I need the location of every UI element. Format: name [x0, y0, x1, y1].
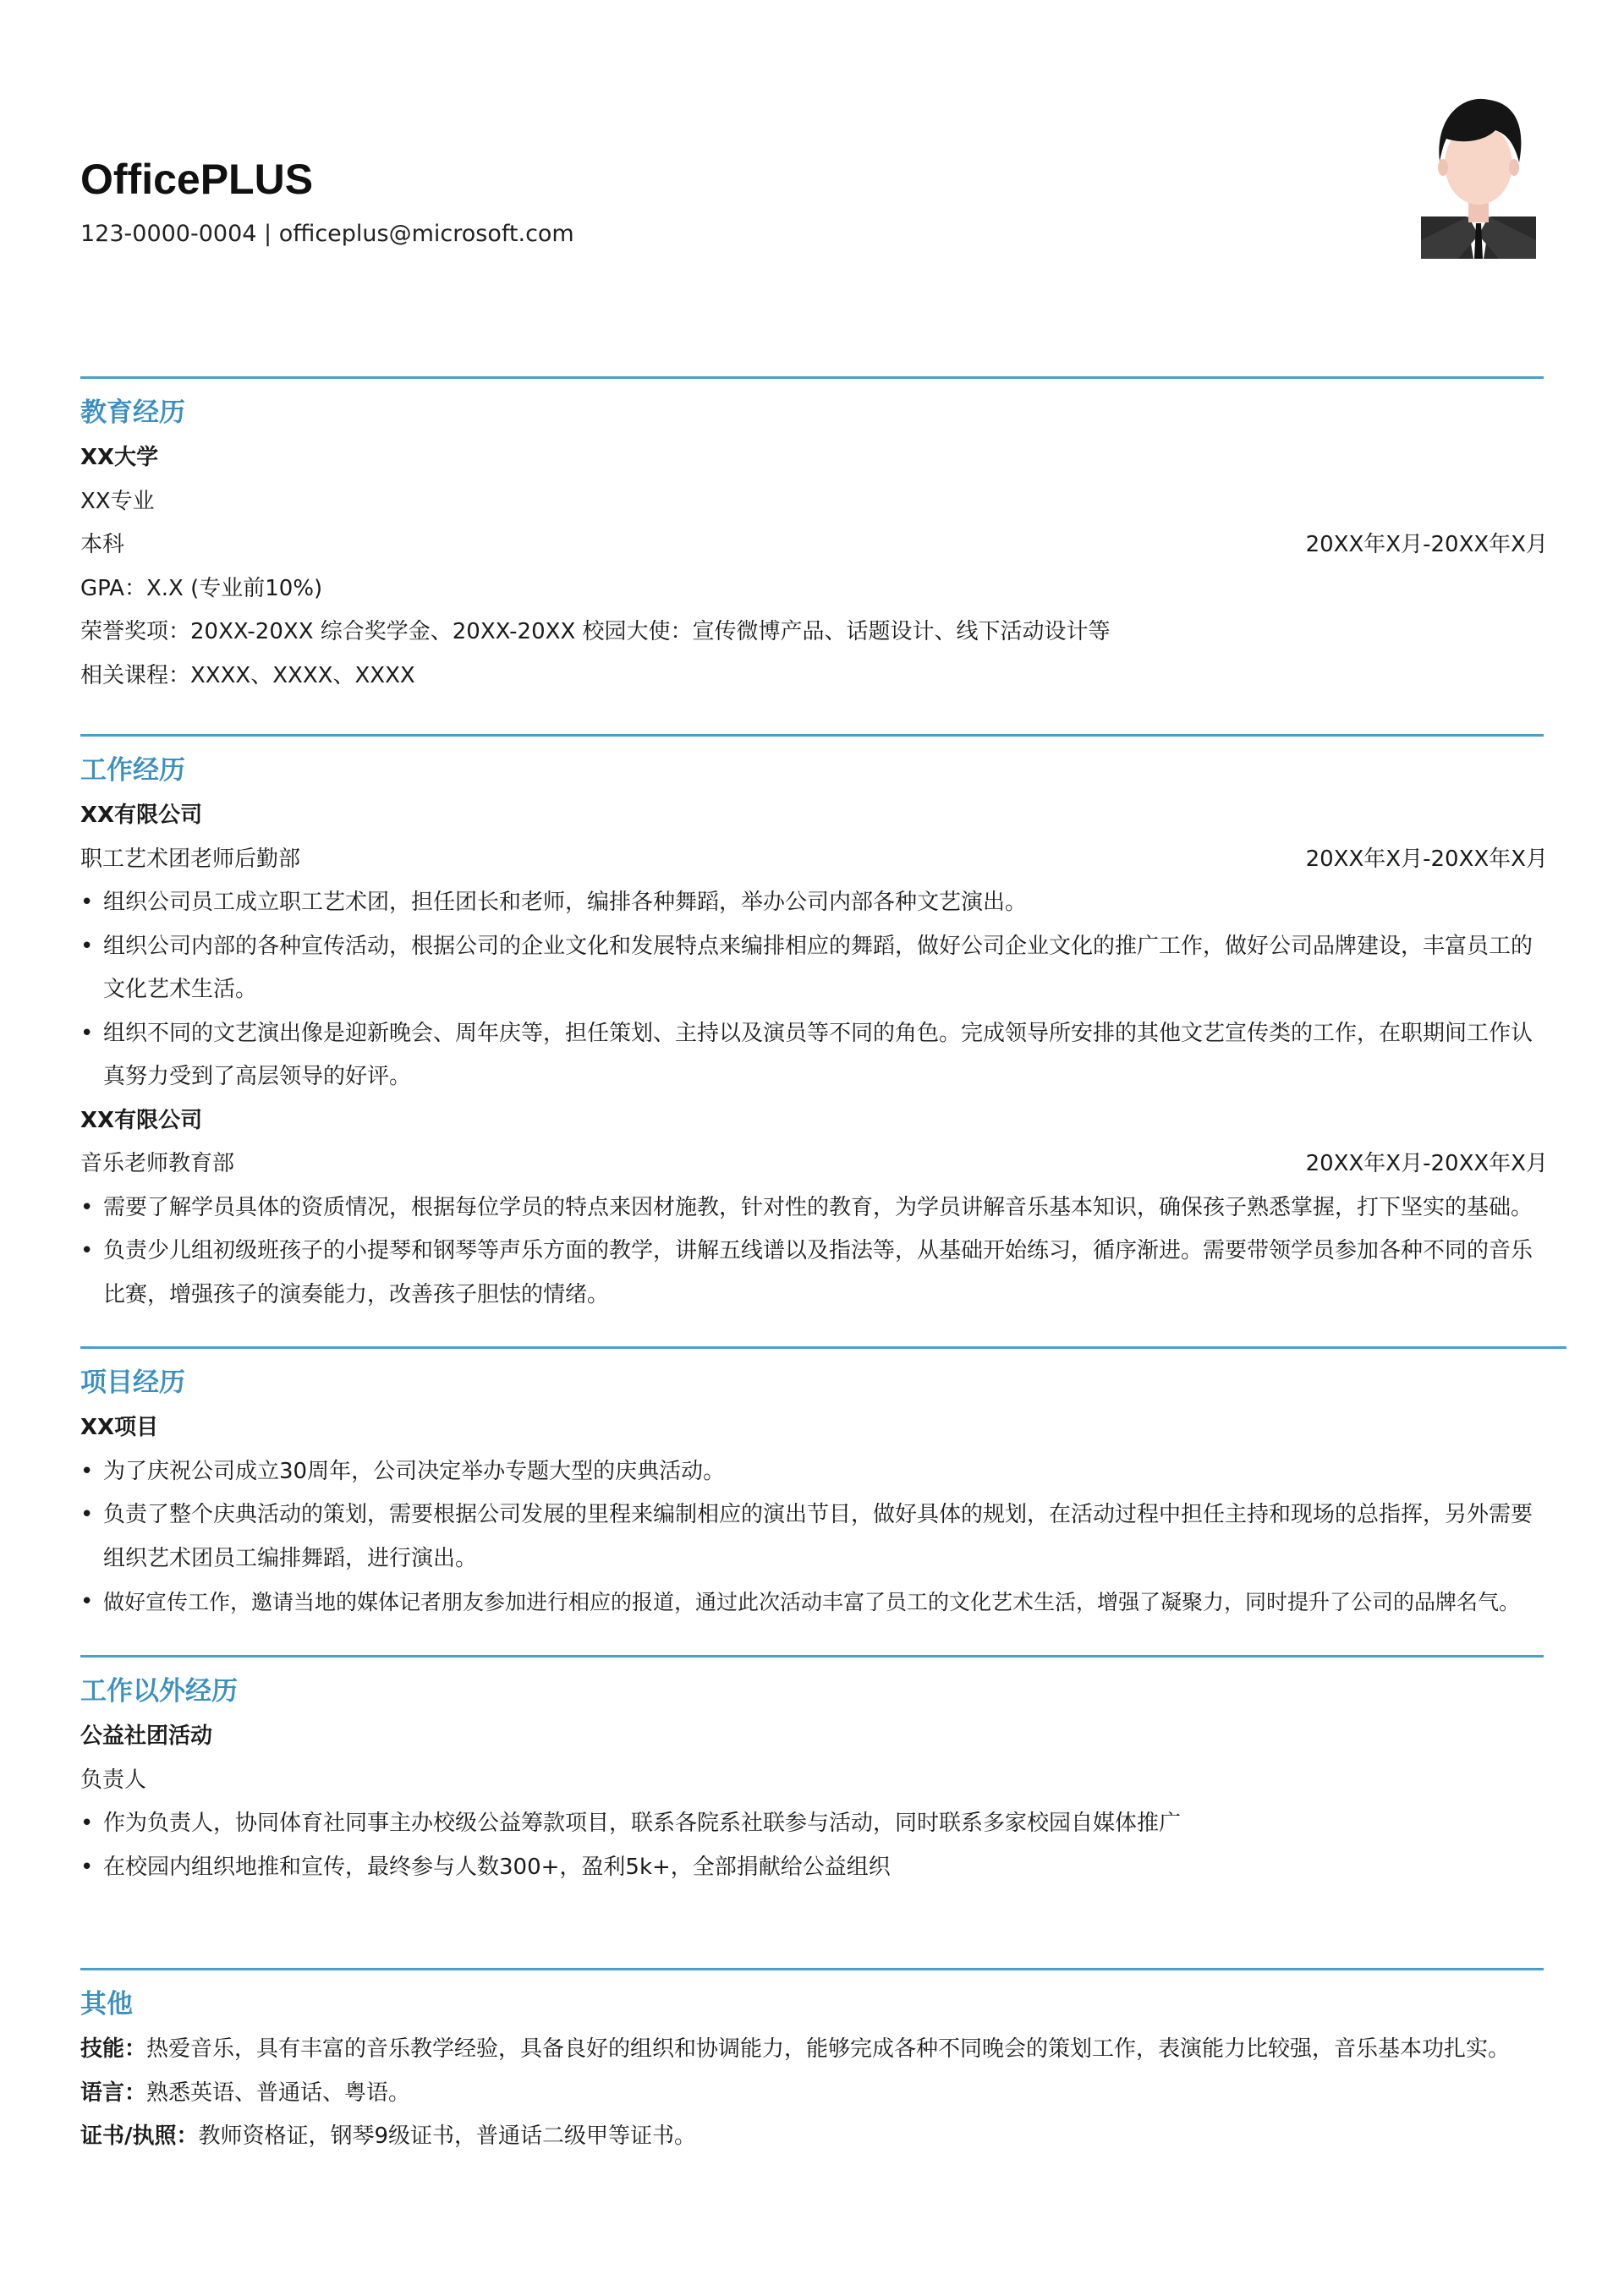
section-divider — [80, 734, 1544, 737]
bullet-icon: • — [80, 1458, 94, 1484]
candidate-name: OfficePLUS — [80, 156, 314, 203]
list-item: • 负责少儿组初级班孩子的小提琴和钢琴等声乐方面的教学，讲解五线谱以及指法等，从基础开始练习，循序渐进。需要带领学员参加各种不同的音乐比赛，增强孩子的演奏能力，改善孩子胆怯的情绪。 — [80, 1230, 1548, 1317]
language-text: 熟悉英语、普通话、粤语。 — [146, 2080, 411, 2106]
date-range: 20XX年X月-20XX年X月 — [1305, 1151, 1548, 1176]
skills-row — [80, 2028, 1548, 2072]
list-item: • 需要了解学员具体的资质情况，根据每位学员的特点来因材施教，针对性的教育，为学员讲解音乐基本知识，确保孩子熟悉掌握，打下坚实的基础。 — [80, 1186, 1548, 1230]
skills-label: 技能： — [80, 2036, 147, 2062]
skills-text: 热爱音乐，具有丰富的音乐教学经验，具备良好的组织和协调能力，能够完成各种不同晚会的策划工作，表演能力比较强，音乐基本功扎实。 — [146, 2036, 1511, 2062]
degree: 本科 — [80, 532, 125, 557]
section-title: 其他 — [80, 1989, 133, 2019]
bullet-icon: • — [80, 933, 94, 959]
avatar — [1414, 90, 1543, 259]
bullet-icon: • — [80, 1589, 94, 1614]
bullet-icon: • — [80, 890, 94, 915]
list-item: • 做好宣传工作，邀请当地的媒体记者朋友参加进行相应的报道，通过此次活动丰富了员工的文化艺术生活，增强了凝聚力，同时提升了公司的品牌名气。 — [80, 1581, 1548, 1625]
list-item: • 在校园内组织地推和宣传，最终参与人数300+，盈利5k+，全部捐献给公益组织 — [80, 1846, 1548, 1890]
gpa: GPA：X.X (专业前10%) — [80, 575, 323, 601]
language-label: 语言： — [80, 2080, 147, 2106]
bullet-icon: • — [80, 1238, 94, 1263]
degree-row — [80, 523, 1548, 567]
list-item: • 负责了整个庆典活动的策划，需要根据公司发展的里程来编制相应的演出节目，做好具体的规划，在活动过程中担任主持和现场的总指挥，另外需要组织艺术团员工编排舞蹈，进行演出。 — [80, 1493, 1548, 1581]
role-row — [80, 838, 1548, 882]
bullet-icon: • — [80, 1811, 94, 1836]
section-work — [80, 734, 1548, 1317]
honors: 荣誉奖项：20XX-20XX 综合奖学金、20XX-20XX 校园大使：宣传微博产品、话题设计、线下活动设计等 — [80, 619, 1111, 644]
section-title: 工作以外经历 — [80, 1676, 238, 1707]
date-range: 20XX年X月-20XX年X月 — [1305, 846, 1548, 872]
section-divider — [80, 1655, 1544, 1658]
list-item: • 为了庆祝公司成立30周年，公司决定举办专题大型的庆典活动。 — [80, 1450, 1548, 1494]
contact-info: 123-0000-0004 | officeplus@microsoft.com — [80, 221, 574, 247]
section-title: 教育经历 — [80, 397, 185, 428]
section-extra — [80, 1655, 1548, 1889]
section-title: 项目经历 — [80, 1367, 185, 1398]
major: XX专业 — [80, 488, 155, 514]
certificate-row — [80, 2115, 1548, 2159]
activity-name: 公益社团活动 — [80, 1723, 213, 1749]
bullet-icon: • — [80, 1194, 94, 1220]
section-project — [80, 1346, 1548, 1625]
activity-role: 负责人 — [80, 1767, 147, 1793]
certificate-label: 证书/执照： — [80, 2123, 199, 2149]
certificate-text: 教师资格证，钢琴9级证书，普通话二级甲等证书。 — [198, 2123, 697, 2149]
section-other — [80, 1968, 1548, 2159]
company-name: XX有限公司 — [80, 803, 203, 828]
list-item: • 组织公司内部的各种宣传活动，根据公司的企业文化和发展特点来编排相应的舞蹈，做好公司企业文化的推广工作，做好公司品牌建设，丰富员工的文化艺术生活。 — [80, 925, 1548, 1012]
date-range: 20XX年X月-20XX年X月 — [1305, 532, 1548, 557]
courses: 相关课程：XXXX、XXXX、XXXX — [80, 662, 415, 688]
section-divider — [80, 376, 1544, 379]
language-row — [80, 2072, 1548, 2116]
bullet-icon: • — [80, 1020, 94, 1046]
role-row — [80, 1143, 1548, 1186]
list-item: • 组织公司员工成立职工艺术团，担任团长和老师，编排各种舞蹈，举办公司内部各种文艺演出。 — [80, 881, 1548, 925]
school-name: XX大学 — [80, 445, 159, 470]
bullet-icon: • — [80, 1502, 94, 1527]
list-item: • 作为负责人，协同体育社同事主办校级公益筹款项目，联系各院系社联参与活动，同时联系多家校园自媒体推广 — [80, 1802, 1548, 1846]
section-education — [80, 376, 1548, 698]
section-divider — [80, 1968, 1544, 1970]
section-divider — [80, 1346, 1566, 1349]
role: 职工艺术团老师后勤部 — [80, 846, 301, 872]
header — [80, 154, 574, 249]
section-title: 工作经历 — [80, 755, 185, 786]
project-name: XX项目 — [80, 1415, 159, 1440]
list-item: • 组织不同的文艺演出像是迎新晚会、周年庆等，担任策划、主持以及演员等不同的角色。完成领导所安排的其他文艺宣传类的工作，在职期间工作认真努力受到了高层领导的好评。 — [80, 1012, 1548, 1099]
company-name: XX有限公司 — [80, 1107, 203, 1133]
role: 音乐老师教育部 — [80, 1151, 235, 1176]
bullet-icon: • — [80, 1854, 94, 1880]
